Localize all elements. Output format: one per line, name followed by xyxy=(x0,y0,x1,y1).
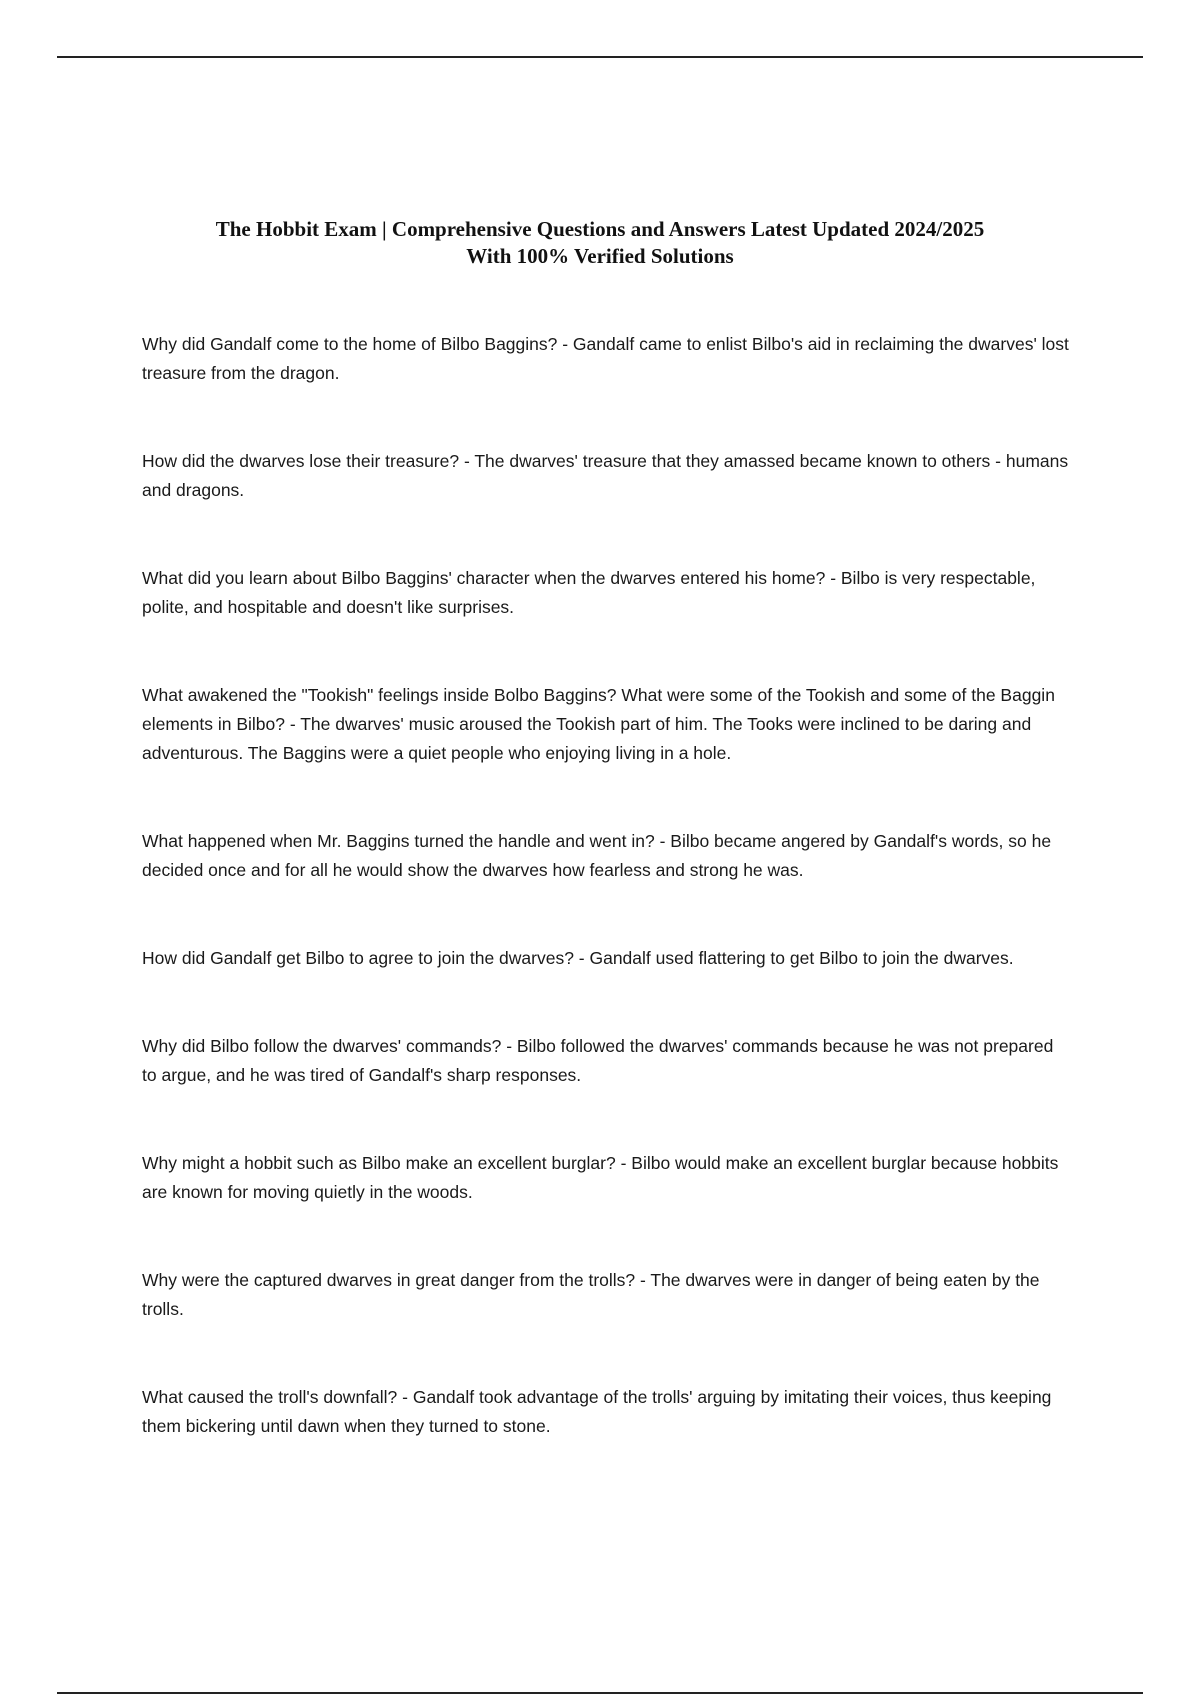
qa-list xyxy=(142,330,1072,1500)
title-line-2: With 100% Verified Solutions xyxy=(466,244,734,268)
document-title xyxy=(100,216,1100,270)
qa-item: Why might a hobbit such as Bilbo make an excellent burglar? - Bilbo would make an excellent burglar because hobbits are known for moving quietly in the woods. xyxy=(142,1153,1059,1202)
qa-item: Why were the captured dwarves in great danger from the trolls? - The dwarves were in danger of being eaten by the trolls. xyxy=(142,1270,1040,1319)
top-divider xyxy=(57,56,1143,58)
qa-item: What did you learn about Bilbo Baggins' character when the dwarves entered his home? - Bilbo is very respectable, polite, and hospitable and doesn't like surprises. xyxy=(142,568,1036,617)
qa-item: How did Gandalf get Bilbo to agree to join the dwarves? - Gandalf used flattering to get Bilbo to join the dwarves. xyxy=(142,948,1014,968)
qa-item: Why did Bilbo follow the dwarves' commands? - Bilbo followed the dwarves' commands because he was not prepared to argue, and he was tired of Gandalf's sharp responses. xyxy=(142,1036,1054,1085)
qa-item: What caused the troll's downfall? - Gandalf took advantage of the trolls' arguing by imitating their voices, thus keeping them bickering until dawn when they turned to stone. xyxy=(142,1387,1052,1436)
qa-item: How did the dwarves lose their treasure? - The dwarves' treasure that they amassed became known to others - humans and dragons. xyxy=(142,451,1069,500)
qa-item: What happened when Mr. Baggins turned the handle and went in? - Bilbo became angered by Gandalf's words, so he decided once and for all he would show the dwarves how fearless and strong he was. xyxy=(142,831,1052,880)
title-line-1: The Hobbit Exam | Comprehensive Questions and Answers Latest Updated 2024/2025 xyxy=(215,217,985,241)
bottom-divider xyxy=(57,1692,1143,1694)
qa-item: Why did Gandalf come to the home of Bilbo Baggins? - Gandalf came to enlist Bilbo's aid in reclaiming the dwarves' lost treasure from the dragon. xyxy=(142,334,1069,383)
qa-item: What awakened the "Tookish" feelings inside Bolbo Baggins? What were some of the Tookish and some of the Baggin elements in Bilbo? - The dwarves' music aroused the Tookish part of him. The Tooks were inclined to be daring and adventurous. The Baggins were a quiet people who enjoying living in a hole. xyxy=(142,685,1055,763)
